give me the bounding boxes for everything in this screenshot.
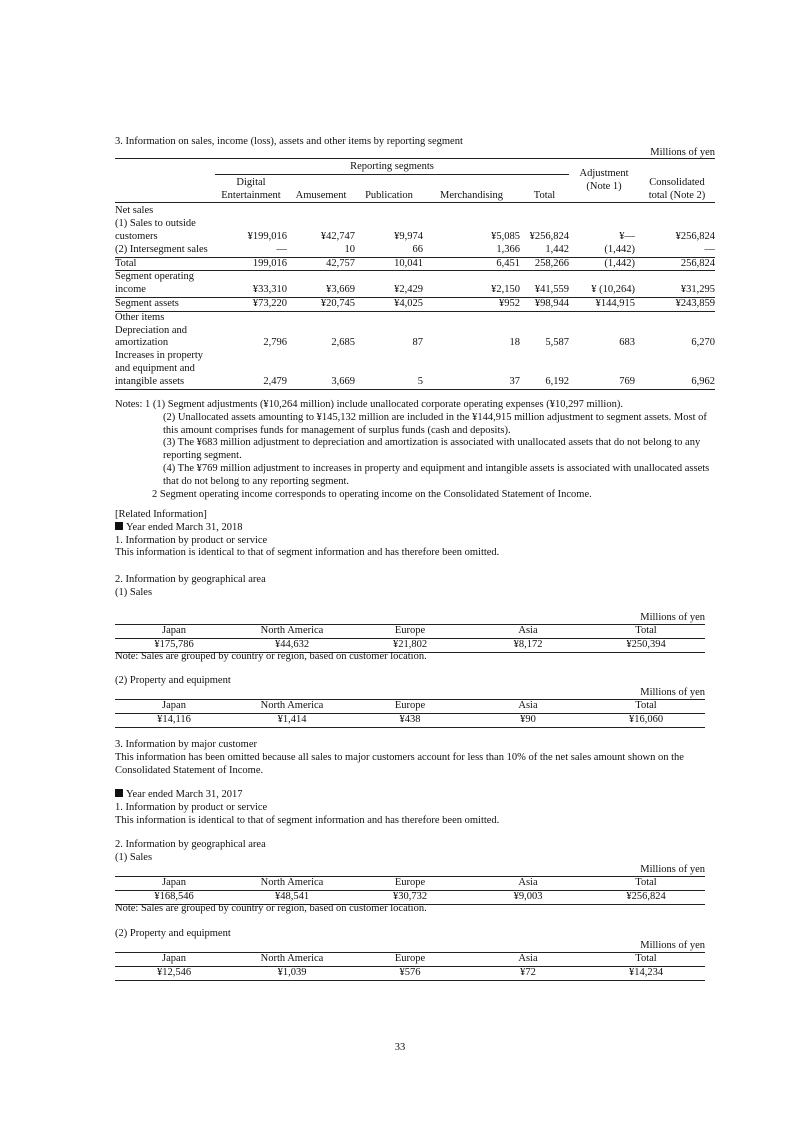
fy2018-major-customer (115, 739, 735, 777)
geo-value-cell: ¥438 (351, 713, 469, 727)
col-consolidated: Consolidated total (Note 2) (639, 159, 715, 203)
geo-header-cell: Europe (351, 953, 469, 967)
geo-header-cell: Total (587, 953, 705, 967)
geo-value-cell: ¥21,802 (351, 638, 469, 652)
geo-header-cell: Asia (469, 625, 587, 639)
geo-header-cell: Asia (469, 877, 587, 891)
segment-cell: 199,016 (215, 257, 287, 271)
segment-row-label: Net sales (115, 203, 215, 218)
note-1-2: (2) Unallocated assets amounting to ¥145,132 million are included in the ¥144,915 million adjustment to segment assets. Most of this amount comprises funds for management of surplus funds (cash and deposits). (163, 411, 707, 436)
segment-cell: 6,451 (423, 257, 520, 271)
geo-header-cell: Total (587, 700, 705, 714)
segment-row (115, 218, 715, 244)
segment-row-label: Depreciation and amortization (115, 324, 188, 349)
segment-cell: 769 (569, 350, 639, 389)
geo-value-cell: ¥90 (469, 713, 587, 727)
square-bullet-icon (115, 522, 123, 530)
segment-row (115, 350, 715, 389)
geo-header-cell: Japan (115, 877, 233, 891)
note-2: 2 Segment operating income corresponds to operating income on the Consolidated Statement of Income. (152, 488, 592, 500)
segment-cell: ¥42,747 (320, 230, 355, 242)
segment-row-label: Segment operating income (115, 271, 215, 298)
geo-value-cell: ¥1,039 (233, 966, 351, 980)
segment-cell: 10,041 (355, 257, 423, 271)
fy2017-p2-title: 2. Information by geographical area (115, 839, 266, 850)
segment-row (115, 271, 715, 298)
square-bullet-icon (115, 789, 123, 797)
fy2018-geo-intro (115, 574, 735, 600)
fy2017-sales-table (115, 876, 705, 905)
segment-cell: 1,442 (545, 243, 569, 255)
geo-header-cell: Total (587, 877, 705, 891)
segment-cell: — (276, 243, 287, 255)
segment-cell: 42,757 (287, 257, 355, 271)
geo-value-cell: ¥48,541 (233, 890, 351, 904)
related-info-2018 (115, 509, 735, 560)
segment-cell: 3,669 (287, 350, 355, 389)
col-adjustment: Adjustment (Note 1) (569, 159, 639, 203)
segment-cell: — (704, 243, 715, 255)
segment-cell (215, 311, 287, 324)
segment-cell: 5,587 (545, 337, 569, 349)
geo-value-cell: ¥9,003 (469, 890, 587, 904)
geo-value-cell: ¥168,546 (115, 890, 233, 904)
segment-cell: 37 (423, 350, 520, 389)
segment-cell: ¥9,974 (394, 230, 423, 242)
segment-cell: ¥256,824 (675, 230, 715, 242)
segment-cell: ¥31,295 (639, 271, 715, 298)
geo-value-cell: ¥72 (469, 966, 587, 980)
geo-value-cell: ¥1,414 (233, 713, 351, 727)
segment-cell: 6,962 (639, 350, 715, 389)
fy2018-p3-title: 3. Information by major customer (115, 739, 258, 750)
segment-cell: ¥33,310 (215, 271, 287, 298)
segment-cell: ¥5,085 (491, 230, 520, 242)
geo-value-cell: ¥44,632 (233, 638, 351, 652)
unit-label: Millions of yen (640, 612, 705, 623)
segment-cell: 2,479 (215, 350, 287, 389)
fy2018-ppe-title: (2) Property and equipment (115, 675, 231, 686)
segment-cell: ¥2,150 (423, 271, 520, 298)
fy2018-ppe-table (115, 699, 705, 728)
geo-header-cell: North America (233, 877, 351, 891)
segment-cell: 66 (412, 243, 423, 255)
segment-cell: 256,824 (639, 257, 715, 271)
note-1-4: (4) The ¥769 million adjustment to increases in property and equipment and intangible assets is associated with unallocated assets that do not belong to any reporting segment. (163, 462, 710, 487)
segment-cell: 683 (619, 337, 635, 349)
geo-value-cell: ¥175,786 (115, 638, 233, 652)
segment-cell (520, 311, 569, 324)
fy2017-sales-note: Note: Sales are grouped by country or region, based on customer location. (115, 903, 427, 914)
segment-row (115, 244, 715, 257)
col-amusement: Amusement (295, 189, 347, 201)
segment-cell (639, 311, 715, 324)
col-digital: Digital Entertainment (221, 176, 281, 201)
segment-cell: 10 (344, 243, 355, 255)
segment-cell (520, 203, 569, 218)
geo-header-cell: Europe (351, 877, 469, 891)
unit-label: Millions of yen (640, 687, 705, 698)
segment-cell: ¥199,016 (247, 230, 287, 242)
segment-row-label: Total (115, 257, 215, 271)
segment-cell: ¥98,944 (520, 297, 569, 311)
segment-cell: ¥— (619, 230, 635, 242)
geo-value-cell: ¥576 (351, 966, 469, 980)
segment-cell: 6,192 (520, 350, 569, 389)
geo-header-cell: North America (233, 953, 351, 967)
segment-cell: ¥ (10,264) (569, 271, 639, 298)
geo-header-cell: Europe (351, 625, 469, 639)
fy2018-title: Year ended March 31, 2018 (126, 521, 243, 533)
segment-cell: 6,270 (691, 337, 715, 349)
section-title: 3. Information on sales, income (loss), assets and other items by reporting segment (115, 136, 463, 147)
segment-cell: ¥41,559 (520, 271, 569, 298)
segment-cell: 258,266 (520, 257, 569, 271)
segment-cell: ¥243,859 (639, 297, 715, 311)
segment-cell (215, 203, 287, 218)
segment-cell: ¥73,220 (215, 297, 287, 311)
geo-value-cell: ¥250,394 (587, 638, 705, 652)
segment-table (115, 158, 715, 390)
geo-value-cell: ¥14,234 (587, 966, 705, 980)
col-total: Total (533, 189, 556, 201)
segment-cell: (1,442) (569, 257, 639, 271)
geo-value-cell: ¥16,060 (587, 713, 705, 727)
fy2017-ppe-title: (2) Property and equipment (115, 928, 231, 939)
geo-header-cell: Japan (115, 700, 233, 714)
unit-label: Millions of yen (640, 940, 705, 951)
fy2018-sales-note: Note: Sales are grouped by country or region, based on customer location. (115, 651, 427, 662)
geo-header-cell: Asia (469, 953, 587, 967)
col-merchandising: Merchandising (440, 189, 503, 201)
segment-row (115, 311, 715, 324)
segment-cell (569, 203, 639, 218)
fy2018-p1-title: 1. Information by product or service (115, 534, 268, 546)
segment-row-label: (2) Intersegment sales (115, 243, 208, 255)
segment-row (115, 203, 715, 218)
geo-header-cell: Total (587, 625, 705, 639)
geo-value-cell: ¥30,732 (351, 890, 469, 904)
segment-cell (423, 311, 520, 324)
geo-header-cell: Japan (115, 625, 233, 639)
geo-header-cell: North America (233, 625, 351, 639)
segment-cell: 87 (412, 337, 423, 349)
geo-header-cell: Japan (115, 953, 233, 967)
note-1-1: Notes: 1 (1) Segment adjustments (¥10,264 million) include unallocated corporate operating expenses (¥10,297 million). (115, 399, 623, 410)
geo-value-cell: ¥256,824 (587, 890, 705, 904)
segment-cell (355, 203, 423, 218)
segment-row-label: Increases in property and equipment and intangible assets (115, 350, 215, 389)
segment-row-label: Other items (115, 311, 215, 324)
unit-label: Millions of yen (650, 147, 715, 158)
fy2018-p1-text: This information is identical to that of segment information and has therefore been omitted. (115, 547, 500, 559)
segment-cell: 18 (509, 337, 520, 349)
segment-cell (287, 203, 355, 218)
segment-row-label: Segment assets (115, 297, 215, 311)
segment-cell (355, 311, 423, 324)
fy2017-p1-title: 1. Information by product or service (115, 801, 268, 813)
segment-cell: ¥952 (423, 297, 520, 311)
note-1-3: (3) The ¥683 million adjustment to depreciation and amortization is associated with unallocated assets that do not belong to any reporting segment. (163, 437, 701, 462)
fy2017-ppe-table (115, 952, 705, 981)
segment-cell: ¥20,745 (287, 297, 355, 311)
segment-cell (569, 311, 639, 324)
related-info-title: [Related Information] (115, 509, 207, 520)
segment-row (115, 297, 715, 311)
segment-cell (639, 203, 715, 218)
geo-header-cell: Europe (351, 700, 469, 714)
segment-cell: 2,796 (263, 337, 287, 349)
segment-cell (423, 203, 520, 218)
geo-value-cell: ¥14,116 (115, 713, 233, 727)
segment-cell (287, 311, 355, 324)
segment-cell: 2,685 (331, 337, 355, 349)
segment-row-label: (1) Sales to outside customers (115, 218, 196, 242)
segment-cell: ¥3,669 (287, 271, 355, 298)
segment-cell: (1,442) (604, 243, 635, 255)
fy2018-p3-text: This information has been omitted because all sales to major customers account for less than 10% of the net sales amount shown on the Consolidated Statement of Income. (115, 751, 684, 776)
segment-notes (115, 399, 720, 501)
segment-cell: ¥256,824 (529, 230, 569, 242)
geo-value-cell: ¥12,546 (115, 966, 233, 980)
segment-row (115, 257, 715, 271)
fy2018-sales-table (115, 624, 705, 653)
fy2017-sales-title: (1) Sales (115, 851, 153, 863)
fy2017-title: Year ended March 31, 2017 (126, 789, 243, 800)
geo-header-cell: North America (233, 700, 351, 714)
segment-cell: 5 (355, 350, 423, 389)
segment-row (115, 325, 715, 351)
geo-header-cell: Asia (469, 700, 587, 714)
fy2017-geo-intro (115, 839, 735, 865)
fy2017-p1-text: This information is identical to that of segment information and has therefore been omitted. (115, 814, 500, 826)
segment-cell: ¥4,025 (355, 297, 423, 311)
segment-cell: ¥2,429 (355, 271, 423, 298)
fy2018-p2-title: 2. Information by geographical area (115, 574, 266, 585)
segment-cell: ¥144,915 (569, 297, 639, 311)
fy2018-sales-title: (1) Sales (115, 586, 153, 598)
unit-label: Millions of yen (640, 864, 705, 875)
page-number: 33 (394, 1042, 406, 1053)
geo-value-cell: ¥8,172 (469, 638, 587, 652)
segment-cell: 1,366 (496, 243, 520, 255)
related-info-2017 (115, 789, 735, 827)
reporting-segments-header: Reporting segments (215, 159, 569, 175)
col-publication: Publication (365, 189, 413, 201)
